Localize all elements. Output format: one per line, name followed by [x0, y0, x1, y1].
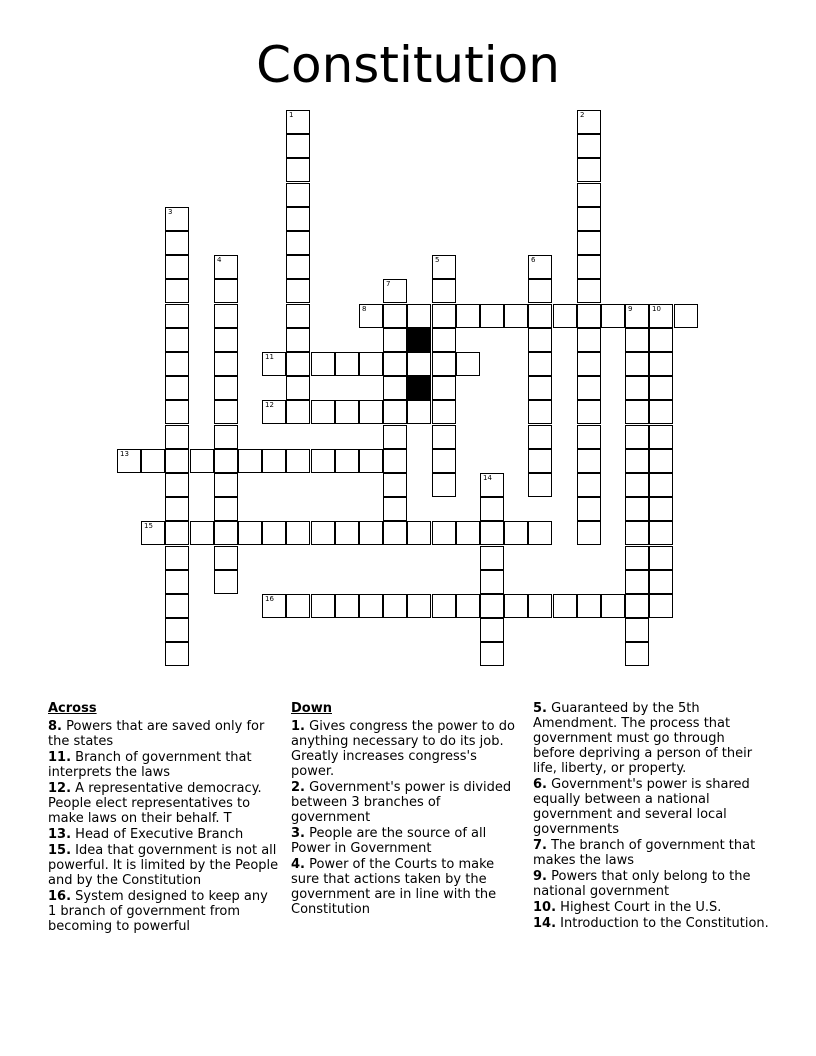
grid-cell[interactable]: [383, 328, 407, 352]
grid-cell[interactable]: [577, 594, 601, 618]
grid-cell[interactable]: [528, 425, 552, 449]
clue-number: 12.: [48, 781, 72, 796]
clue-number: 9.: [533, 869, 547, 884]
grid-cell[interactable]: [165, 400, 189, 424]
grid-cell[interactable]: [528, 328, 552, 352]
grid-cell[interactable]: [577, 304, 601, 328]
clue-text: Guaranteed by the 5th Amendment. The process that government must go through before depriving a person of their life, liberty, or property.: [533, 701, 753, 776]
clue-number: 14.: [533, 916, 557, 931]
grid-cell[interactable]: [286, 231, 310, 255]
grid-cell[interactable]: [335, 521, 359, 545]
grid-cell[interactable]: [432, 473, 456, 497]
clue-text: A representative democracy. People elect representatives to make laws on their behalf. T: [48, 781, 262, 826]
grid-cell[interactable]: [407, 400, 431, 424]
grid-cell[interactable]: [577, 231, 601, 255]
clue-text: The branch of government that makes the laws: [533, 838, 756, 868]
grid-cell[interactable]: [456, 352, 480, 376]
across-heading: Across: [48, 701, 97, 716]
cell-number: 11: [265, 353, 274, 361]
grid-cell[interactable]: [383, 279, 407, 303]
clue-item: [48, 843, 280, 888]
grid-cell[interactable]: [311, 521, 335, 545]
grid-cell[interactable]: [480, 497, 504, 521]
clue-item: [48, 889, 280, 934]
grid-cell[interactable]: [528, 279, 552, 303]
black-cell: [407, 376, 431, 400]
grid-cell[interactable]: [383, 473, 407, 497]
grid-cell[interactable]: [359, 400, 383, 424]
grid-cell[interactable]: [141, 521, 165, 545]
clue-text: Power of the Courts to make sure that actions taken by the government are in line with the Constitution: [291, 857, 497, 917]
grid-cell[interactable]: [577, 521, 601, 545]
clue-number: 6.: [533, 777, 547, 792]
grid-cell[interactable]: [117, 449, 141, 473]
grid-cell[interactable]: [625, 594, 649, 618]
clue-number: 7.: [533, 838, 547, 853]
grid-cell[interactable]: [625, 642, 649, 666]
clue-number: 10.: [533, 900, 557, 915]
clue-text: System designed to keep any 1 branch of government from becoming to powerful: [48, 889, 268, 934]
grid-cell[interactable]: [165, 352, 189, 376]
grid-cell[interactable]: [432, 328, 456, 352]
grid-cell[interactable]: [480, 473, 504, 497]
grid-cell[interactable]: [383, 400, 407, 424]
down-clues-continued: [533, 701, 769, 932]
cell-number: 10: [652, 305, 661, 313]
grid-cell[interactable]: [649, 449, 673, 473]
grid-cell[interactable]: [625, 473, 649, 497]
grid-cell[interactable]: [165, 642, 189, 666]
grid-cell[interactable]: [649, 352, 673, 376]
grid-cell[interactable]: [286, 255, 310, 279]
clue-text: Highest Court in the U.S.: [556, 900, 722, 915]
clue-number: 4.: [291, 857, 305, 872]
grid-cell[interactable]: [577, 425, 601, 449]
grid-cell[interactable]: [649, 521, 673, 545]
grid-cell[interactable]: [649, 304, 673, 328]
grid-cell[interactable]: [286, 352, 310, 376]
grid-cell[interactable]: [649, 400, 673, 424]
clue-text: Head of Executive Branch: [71, 827, 244, 842]
grid-cell[interactable]: [335, 449, 359, 473]
grid-cell[interactable]: [165, 304, 189, 328]
clue-number: 1.: [291, 719, 305, 734]
grid-cell[interactable]: [311, 352, 335, 376]
clue-item: [533, 777, 769, 837]
grid-cell[interactable]: [262, 352, 286, 376]
grid-cell[interactable]: [504, 594, 528, 618]
grid-cell[interactable]: [480, 304, 504, 328]
clue-item: [533, 869, 769, 899]
grid-cell[interactable]: [625, 352, 649, 376]
grid-cell[interactable]: [214, 304, 238, 328]
grid-cell[interactable]: [311, 594, 335, 618]
grid-cell[interactable]: [577, 328, 601, 352]
grid-cell[interactable]: [165, 473, 189, 497]
grid-cell[interactable]: [286, 376, 310, 400]
grid-cell[interactable]: [456, 304, 480, 328]
grid-cell[interactable]: [383, 521, 407, 545]
grid-cell[interactable]: [577, 449, 601, 473]
grid-cell[interactable]: [480, 594, 504, 618]
grid-cell[interactable]: [528, 594, 552, 618]
grid-cell[interactable]: [577, 400, 601, 424]
clue-item: [291, 719, 517, 779]
grid-cell[interactable]: [262, 400, 286, 424]
grid-cell[interactable]: [625, 570, 649, 594]
clue-number: 15.: [48, 843, 72, 858]
grid-cell[interactable]: [165, 279, 189, 303]
clue-item: [48, 719, 280, 749]
grid-cell[interactable]: [504, 304, 528, 328]
grid-cell[interactable]: [214, 546, 238, 570]
grid-cell[interactable]: [286, 110, 310, 134]
grid-cell[interactable]: [165, 594, 189, 618]
clue-item: [48, 750, 280, 780]
grid-cell[interactable]: [214, 473, 238, 497]
grid-cell[interactable]: [456, 594, 480, 618]
grid-cell[interactable]: [286, 279, 310, 303]
grid-cell[interactable]: [383, 497, 407, 521]
grid-cell[interactable]: [625, 449, 649, 473]
grid-cell[interactable]: [480, 521, 504, 545]
grid-cell[interactable]: [577, 158, 601, 182]
down-heading: Down: [291, 701, 332, 716]
grid-cell[interactable]: [577, 376, 601, 400]
clue-item: [48, 781, 280, 826]
grid-cell[interactable]: [528, 400, 552, 424]
cell-number: 15: [144, 522, 153, 530]
grid-cell[interactable]: [190, 449, 214, 473]
grid-cell[interactable]: [649, 425, 673, 449]
clue-text: Branch of government that interprets the laws: [48, 750, 252, 780]
cell-number: 12: [265, 401, 274, 409]
grid-cell[interactable]: [286, 134, 310, 158]
grid-cell[interactable]: [214, 279, 238, 303]
clue-item: [291, 826, 517, 856]
grid-cell[interactable]: [649, 570, 673, 594]
grid-cell[interactable]: [165, 328, 189, 352]
clue-text: Powers that only belong to the national government: [533, 869, 751, 899]
grid-cell[interactable]: [165, 231, 189, 255]
grid-cell[interactable]: [480, 570, 504, 594]
grid-cell[interactable]: [528, 449, 552, 473]
grid-cell[interactable]: [286, 158, 310, 182]
grid-cell[interactable]: [214, 255, 238, 279]
grid-cell[interactable]: [359, 521, 383, 545]
clue-number: 8.: [48, 719, 62, 734]
clue-number: 11.: [48, 750, 72, 765]
grid-cell[interactable]: [432, 425, 456, 449]
grid-cell[interactable]: [165, 376, 189, 400]
grid-cell[interactable]: [286, 594, 310, 618]
cell-number: 7: [386, 280, 391, 288]
grid-cell[interactable]: [480, 546, 504, 570]
grid-cell[interactable]: [625, 400, 649, 424]
grid-cell[interactable]: [214, 570, 238, 594]
grid-cell[interactable]: [214, 376, 238, 400]
grid-cell[interactable]: [456, 521, 480, 545]
grid-cell[interactable]: [480, 642, 504, 666]
grid-cell[interactable]: [311, 449, 335, 473]
grid-cell[interactable]: [214, 449, 238, 473]
grid-cell[interactable]: [286, 521, 310, 545]
grid-cell[interactable]: [286, 304, 310, 328]
grid-cell[interactable]: [238, 449, 262, 473]
across-clues: [48, 701, 280, 935]
grid-cell[interactable]: [625, 376, 649, 400]
grid-cell[interactable]: [625, 618, 649, 642]
clue-text: Government's power is shared equally between a national government and several local governments: [533, 777, 750, 837]
grid-cell[interactable]: [528, 352, 552, 376]
puzzle-title: Constitution: [256, 36, 560, 94]
grid-cell[interactable]: [359, 594, 383, 618]
clue-text: Idea that government is not all powerful. It is limited by the People and by the Constitution: [48, 843, 279, 888]
grid-cell[interactable]: [214, 425, 238, 449]
grid-cell[interactable]: [214, 328, 238, 352]
black-cell: [407, 328, 431, 352]
grid-cell[interactable]: [214, 352, 238, 376]
grid-cell[interactable]: [577, 497, 601, 521]
grid-cell[interactable]: [432, 521, 456, 545]
grid-cell[interactable]: [625, 425, 649, 449]
grid-cell[interactable]: [601, 594, 625, 618]
grid-cell[interactable]: [504, 521, 528, 545]
grid-cell[interactable]: [335, 594, 359, 618]
grid-cell[interactable]: [528, 304, 552, 328]
grid-cell[interactable]: [528, 521, 552, 545]
grid-cell[interactable]: [335, 400, 359, 424]
grid-cell[interactable]: [432, 304, 456, 328]
grid-cell[interactable]: [625, 328, 649, 352]
grid-cell[interactable]: [649, 473, 673, 497]
grid-cell[interactable]: [383, 352, 407, 376]
grid-cell[interactable]: [214, 521, 238, 545]
cell-number: 8: [362, 305, 367, 313]
grid-cell[interactable]: [674, 304, 698, 328]
grid-cell[interactable]: [286, 328, 310, 352]
grid-cell[interactable]: [262, 521, 286, 545]
clue-item: [48, 827, 280, 842]
grid-cell[interactable]: [432, 400, 456, 424]
grid-cell[interactable]: [214, 497, 238, 521]
grid-cell[interactable]: [407, 304, 431, 328]
grid-cell[interactable]: [528, 473, 552, 497]
grid-cell[interactable]: [165, 618, 189, 642]
grid-cell[interactable]: [432, 352, 456, 376]
cell-number: 16: [265, 595, 274, 603]
grid-cell[interactable]: [577, 279, 601, 303]
clue-text: Government's power is divided between 3 branches of government: [291, 780, 512, 825]
grid-cell[interactable]: [286, 400, 310, 424]
clue-item: [533, 900, 769, 915]
clue-item: [291, 780, 517, 825]
grid-cell[interactable]: [577, 207, 601, 231]
grid-cell[interactable]: [383, 594, 407, 618]
clue-number: 13.: [48, 827, 72, 842]
grid-cell[interactable]: [480, 618, 504, 642]
cell-number: 1: [289, 111, 294, 119]
grid-cell[interactable]: [577, 183, 601, 207]
grid-cell[interactable]: [311, 400, 335, 424]
grid-cell[interactable]: [625, 304, 649, 328]
grid-cell[interactable]: [359, 352, 383, 376]
grid-cell[interactable]: [649, 546, 673, 570]
grid-cell[interactable]: [214, 400, 238, 424]
cell-number: 5: [435, 256, 440, 264]
grid-cell[interactable]: [577, 473, 601, 497]
grid-cell[interactable]: [649, 497, 673, 521]
grid-cell[interactable]: [165, 207, 189, 231]
grid-cell[interactable]: [577, 352, 601, 376]
grid-cell[interactable]: [432, 376, 456, 400]
grid-cell[interactable]: [601, 304, 625, 328]
clue-item: [533, 838, 769, 868]
down-clues: [291, 701, 517, 918]
clue-number: 5.: [533, 701, 547, 716]
clue-item: [533, 916, 769, 931]
grid-cell[interactable]: [577, 110, 601, 134]
cell-number: 14: [483, 474, 492, 482]
cell-number: 4: [217, 256, 222, 264]
clue-text: Introduction to the Constitution.: [556, 916, 769, 931]
grid-cell[interactable]: [528, 376, 552, 400]
grid-cell[interactable]: [262, 449, 286, 473]
cell-number: 9: [628, 305, 633, 313]
grid-cell[interactable]: [165, 570, 189, 594]
grid-cell[interactable]: [528, 255, 552, 279]
clue-number: 3.: [291, 826, 305, 841]
clue-number: 16.: [48, 889, 72, 904]
grid-cell[interactable]: [286, 183, 310, 207]
grid-cell[interactable]: [165, 449, 189, 473]
cell-number: 6: [531, 256, 536, 264]
grid-cell[interactable]: [141, 449, 165, 473]
grid-cell[interactable]: [432, 279, 456, 303]
grid-cell[interactable]: [190, 521, 214, 545]
grid-cell[interactable]: [359, 304, 383, 328]
grid-cell[interactable]: [383, 425, 407, 449]
cell-number: 2: [580, 111, 585, 119]
grid-cell[interactable]: [625, 546, 649, 570]
grid-cell[interactable]: [165, 546, 189, 570]
grid-cell[interactable]: [165, 497, 189, 521]
grid-cell[interactable]: [625, 521, 649, 545]
grid-cell[interactable]: [165, 255, 189, 279]
cell-number: 3: [168, 208, 173, 216]
grid-cell[interactable]: [577, 255, 601, 279]
grid-cell[interactable]: [286, 449, 310, 473]
grid-cell[interactable]: [165, 521, 189, 545]
grid-cell[interactable]: [407, 594, 431, 618]
grid-cell[interactable]: [649, 594, 673, 618]
grid-cell[interactable]: [383, 376, 407, 400]
clue-text: Gives congress the power to do anything necessary to do its job. Greatly increases congress's power.: [291, 719, 515, 779]
grid-cell[interactable]: [625, 497, 649, 521]
grid-cell[interactable]: [286, 207, 310, 231]
grid-cell[interactable]: [432, 255, 456, 279]
grid-cell[interactable]: [165, 425, 189, 449]
grid-cell[interactable]: [335, 352, 359, 376]
grid-cell[interactable]: [553, 304, 577, 328]
clue-number: 2.: [291, 780, 305, 795]
grid-cell[interactable]: [553, 594, 577, 618]
grid-cell[interactable]: [383, 449, 407, 473]
clue-text: People are the source of all Power in Government: [291, 826, 487, 856]
grid-cell[interactable]: [407, 521, 431, 545]
clue-item: [533, 701, 769, 776]
grid-cell[interactable]: [383, 304, 407, 328]
grid-cell[interactable]: [262, 594, 286, 618]
cell-number: 13: [120, 450, 129, 458]
grid-cell[interactable]: [359, 449, 383, 473]
grid-cell[interactable]: [649, 328, 673, 352]
clue-item: [291, 857, 517, 917]
grid-cell[interactable]: [649, 376, 673, 400]
grid-cell[interactable]: [407, 352, 431, 376]
grid-cell[interactable]: [238, 521, 262, 545]
grid-cell[interactable]: [432, 449, 456, 473]
grid-cell[interactable]: [577, 134, 601, 158]
grid-cell[interactable]: [432, 594, 456, 618]
clue-text: Powers that are saved only for the states: [48, 719, 265, 749]
